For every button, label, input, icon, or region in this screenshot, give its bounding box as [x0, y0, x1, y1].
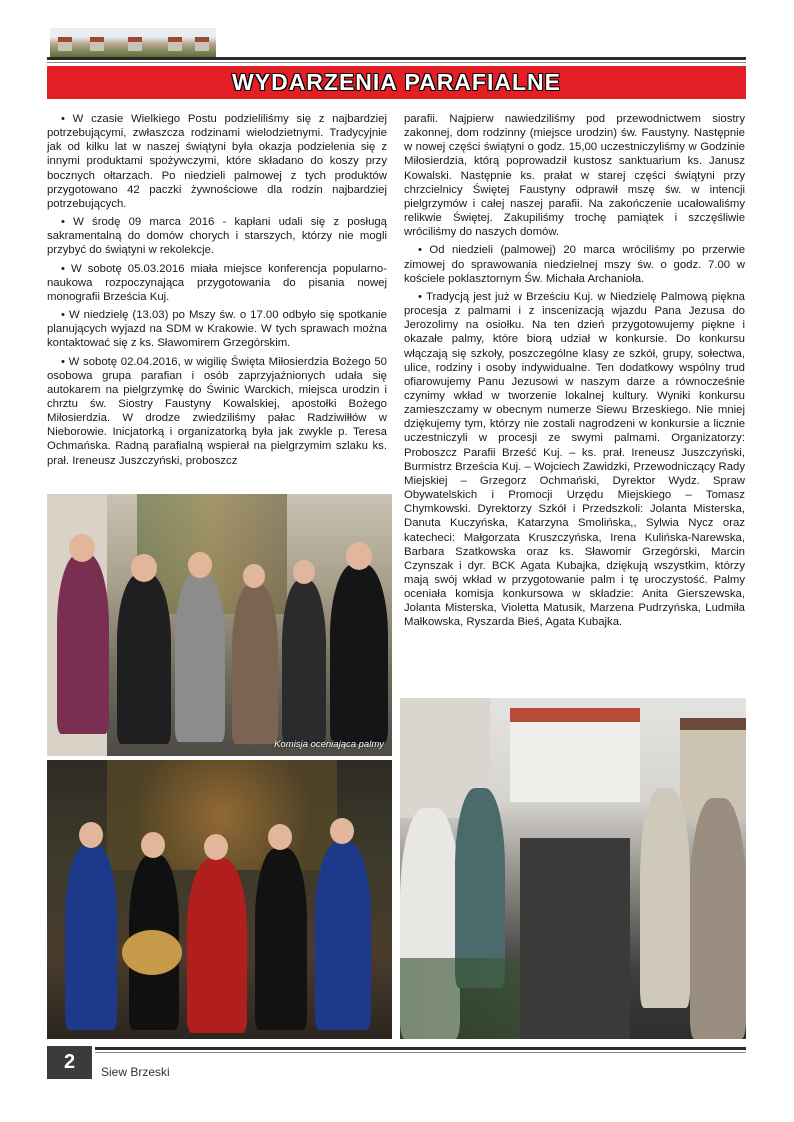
right-text-column — [404, 112, 745, 634]
article-paragraph: • W niedzielę (13.03) po Mszy św. o 17.00 odbyło się spotkanie planujących wyjazd na SDM w Krakowie. W tych sprawach można kontaktować się z ks. Sławomirem Grzegórskim. — [47, 309, 387, 350]
section-banner — [47, 66, 746, 99]
header-rule — [47, 57, 746, 60]
footer-rule — [95, 1047, 746, 1050]
article-paragraph: • W sobotę 02.04.2016, w wigilię Święta Miłosierdzia Bożego 50 osobowa grupa parafian i osób zaprzyjaźnionych udała się autokarem na pielgrzymkę do Świnic Warckich, miejsca urodzin i chrztu św. Siostry Faustyny Kowalskiej, apostołki Bożego Miłosierdzia. W drodze zwiedziliśmy pałac Radziwiłłów w Nieborowie. Inicjatorką i organizatorką była jak zwykle p. Teresa Ochmańska. Radną parafialną wspierał na pielgrzymim szlaku ks. prał. Ireneusz Juszczyński, proboszcz — [47, 355, 387, 467]
left-text-column — [47, 112, 387, 468]
article-paragraph: • W sobotę 05.03.2016 miała miejsce konferencja popularno-naukowa rozpoczynająca przygotowania do pisania nowej monografii Brześcia Kuj. — [47, 262, 387, 303]
page-number: 2 — [63, 1051, 76, 1073]
footer-rule-thin — [95, 1052, 746, 1053]
publication-name: Siew Brzeski — [101, 1065, 170, 1079]
jury-photo — [47, 494, 392, 756]
article-paragraph: parafii. Najpierw nawiedziliśmy pod przewodnictwem siostry zakonnej, dom rodzinny (miejsce urodzin) św. Faustyny. Następnie w nowej części świątyni o godz. 15,00 uczestniczyliśmy w Godzinie Miłosierdzia, którą poprowadził kustosz sanktuarium ks. Janusz Kowalski. Następnie ks. prałat w starej części świątyni przy chrzcielnicy Świętej Faustyny odprawił mszę św. w intencji pielgrzymów i całej naszej parafii. Na zakończenie ucałowaliśmy relikwie Świętej. Zakupiliśmy trochę pamiątek i szczęśliwie wróciliśmy do naszych domów. — [404, 113, 745, 239]
article-paragraph: • Tradycją jest już w Brześciu Kuj. w Niedzielę Palmową piękna procesja z palmami i z inscenizacją wjazdu Pana Jezusa do Jerozolimy na osiołku. Na ten dzień przygotowujemy piękne i okazałe palmy, które biorą udział w konkursie. Do konkursu włączają się szkoły, poszczególne klasy ze szkół, grupy, sołectwa, ulice, rodziny i osoby indywidualne. Ten dodatkowy wspólny trud ofiarowujemy Panu Jezusowi w naszym darze a równocześnie czynimy wkład w tworzenie lokalnej kultury. Wyniki konkursu zamieszczamy w obecnym numerze Siewu Brzeskiego. Nie mniej dziękujemy tym, którzy nie zostali nagrodzeni w konkursie a licznie uczestniczyli w procesji ze swymi palmami. Organizatorzy: Proboszcz Parafii Brześć Kuj. – ks. prał. Ireneusz Juszczyński, Burmistrz Brześcia Kuj. – Wojciech Zawidzki, Przewodniczący Rady Miejskiej – Grzegorz Ochmański, Dyrektor Wydz. Spraw Obywatelskich i Promocji Urzędu Miejskiego – Tomasz Chymkowski. Dyrektorzy Szkół i Przedszkoli: Jolanta Misterska, Danuta Kuczyńska, Katarzyna Smolińska,, Sylwia Nycz oraz katecheci: Małgorzata Kruszczyńska, Irena Kulińska-Narewska, Barbara Szatkowska oraz ks. Sławomir Grzegórski, Marcin Czynszak i dyr. BCK Agata Kubajka, dziękują wszystkim, którzy mają swój wkład w przygotowanie palm i tę uroczystość. Palmy oceniała komisja konkursowa w składzie: Anita Gierszewska, Jolanta Misterska, Violetta Matusik, Marzena Pudrzyńska, Ludmiła Małkowska, Ryszarda Bieś, Agata Kubajka. — [404, 290, 745, 629]
article-paragraph: • W środę 09 marca 2016 - kapłani udali się z posługą sakramentalną do domów chorych i starszych, którzy nie mogli przybyć do świątyni w rekolekcje. — [47, 216, 387, 257]
header-village-photo — [50, 28, 216, 57]
section-title: WYDARZENIA PARAFIALNE — [232, 69, 561, 95]
header-rule-thin — [47, 62, 746, 63]
article-paragraph: • Od niedzieli (palmowej) 20 marca wróciliśmy po przerwie zimowej do sprawowania niedzielnej mszy św. o godz. 7.00 w kościele poklasztornym Św. Michała Archanioła. — [404, 244, 745, 285]
photo-caption: Komisja oceniająca palmy — [274, 739, 384, 750]
folk-costume-group-photo — [47, 760, 392, 1039]
article-paragraph: • W czasie Wielkiego Postu podzieliliśmy się z najbardziej potrzebującymi, zwłaszcza rodzinami wielodzietnymi. Tradycyjnie jak od kilku lat w naszej świątyni była okazja podzielenia się z innymi produktami spożywczymi, które składano do koszy przy bocznych ołtarzach. Po niedzieli palmowej z tych produktów przygotowano 42 paczki żywnościowe dla rodzin najbardziej potrzebujących. — [47, 113, 387, 210]
palm-procession-photo — [400, 698, 746, 1039]
page-number-box — [47, 1046, 92, 1079]
